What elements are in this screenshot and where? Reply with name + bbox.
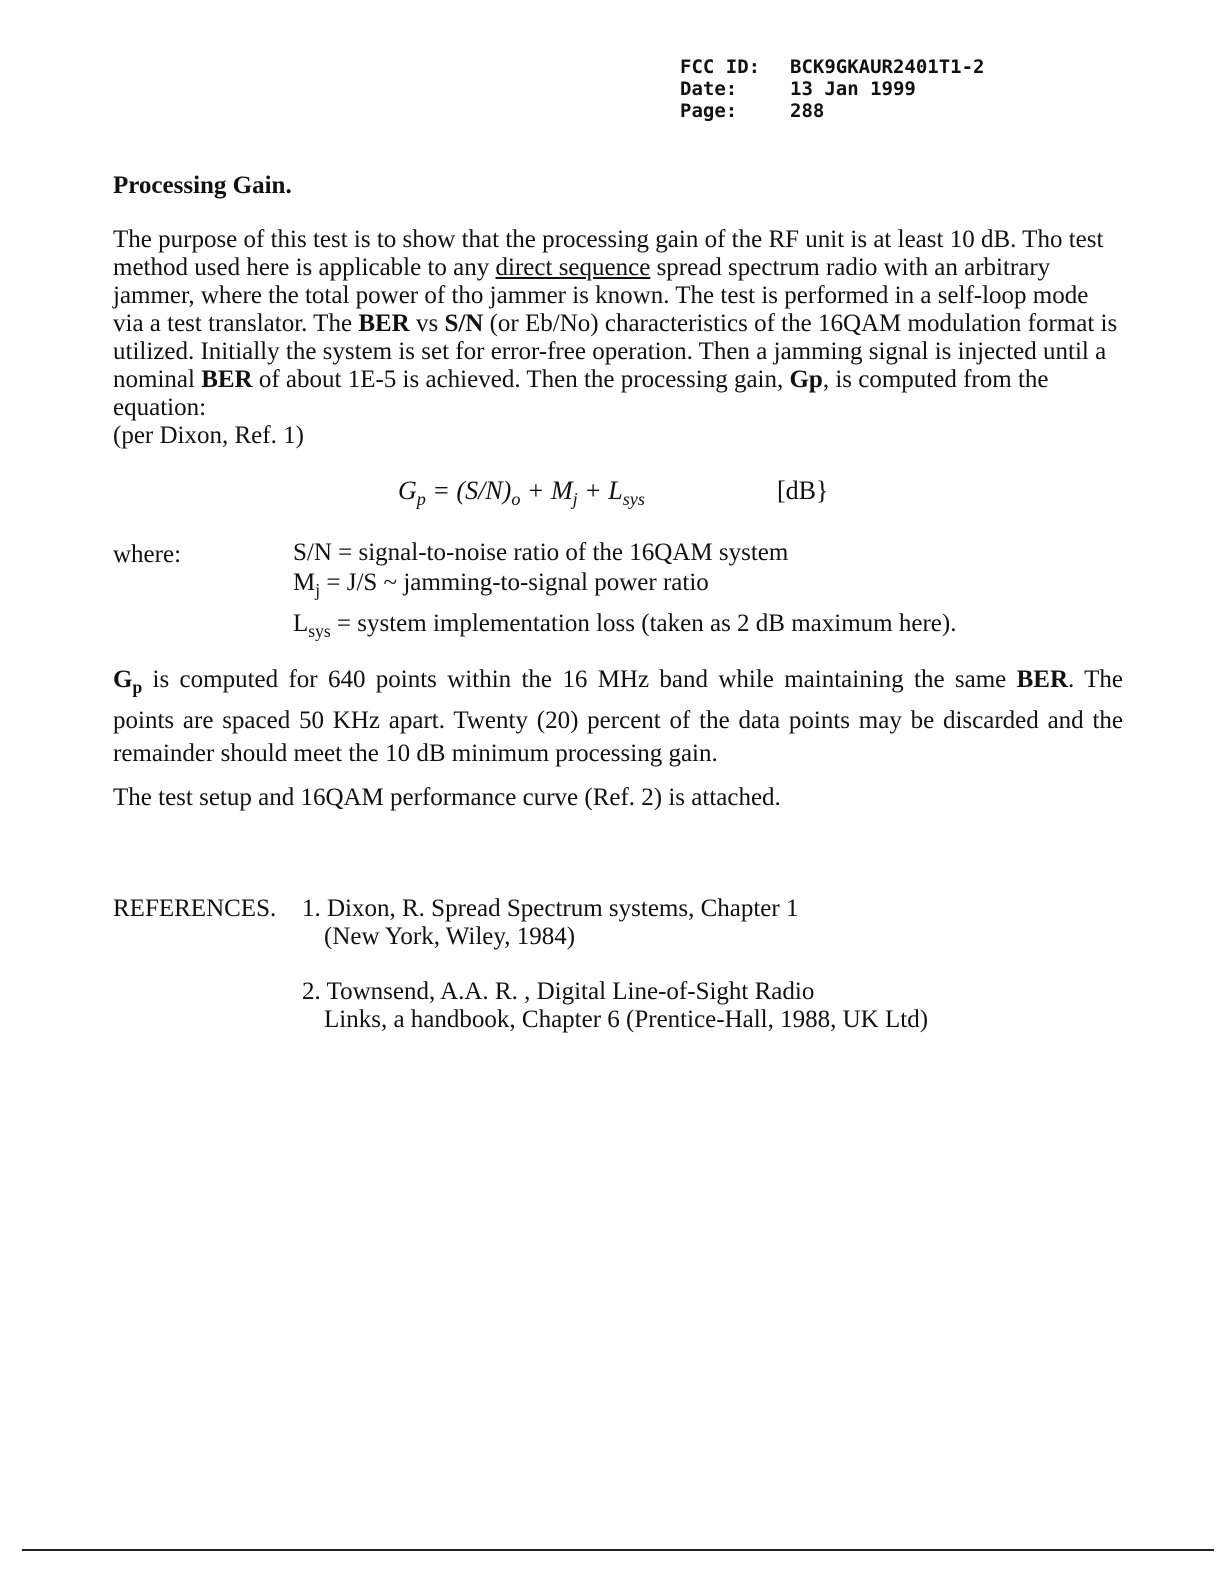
mj-text: = J/S ~ jamming-to-signal power ratio (320, 569, 709, 596)
reference-1-line-1: 1. Dixon, R. Spread Spectrum systems, Chapter 1 (302, 895, 799, 922)
formula-unit: [dB} (777, 476, 829, 505)
page-row (680, 100, 984, 122)
lsys-definition (293, 609, 956, 646)
lsys-l: L (293, 610, 309, 637)
references-label: REFERENCES. (113, 895, 277, 922)
formula-sys-sub: sys (622, 489, 645, 510)
section-title: Processing Gain. (113, 172, 292, 199)
ber-term-3: BER (1016, 666, 1068, 693)
attachment-paragraph: The test setup and 16QAM performance curve (Ref. 2) is attached. (113, 784, 781, 811)
sn-definition: S/N = signal-to-noise ratio of the 16QAM system (293, 539, 789, 566)
date-label: Date: (680, 78, 738, 100)
date-row (680, 78, 984, 100)
lsys-sys-sub: sys (308, 621, 331, 641)
mj-j-sub: j (315, 580, 321, 600)
gp-p-sub: p (132, 677, 143, 697)
date-value: 13 Jan 1999 (790, 78, 916, 100)
variable-definitions (293, 538, 956, 646)
formula-sn: = (S/N) (425, 476, 512, 505)
gp-g: G (113, 666, 133, 693)
intro-citation: (per Dixon, Ref. 1) (113, 422, 304, 449)
ber-term: BER (358, 310, 410, 337)
intro-paragraph (113, 226, 1123, 450)
formula-p-sub: p (416, 489, 426, 510)
intro-text-6: , is computed from the equation: (113, 366, 1049, 421)
lsys-text: = system implementation loss (taken as 2 dB maximum here). (330, 610, 957, 637)
formula-g: G (398, 476, 417, 505)
gp-term: Gp (789, 366, 823, 393)
bottom-divider (22, 1549, 1214, 1551)
reference-1 (302, 895, 798, 951)
ber-term-2: BER (201, 366, 253, 393)
page-label: Page: (680, 100, 738, 122)
mj-definition (293, 568, 956, 605)
intro-text-5: of about 1E-5 is achieved. Then the processing gain, (252, 366, 790, 393)
intro-text-1: The purpose of this test is to show that the processing gain of the RF unit is at least 10 dB. Tho test method used here is applicable to any (113, 226, 1104, 281)
processing-gain-formula (398, 476, 645, 510)
direct-sequence-underlined: direct sequence (495, 254, 651, 281)
intro-text-3: vs (409, 310, 445, 337)
reference-1-line-2: (New York, Wiley, 1984) (324, 923, 576, 950)
fcc-id-label: FCC ID: (680, 56, 761, 78)
formula-m: + M (520, 476, 573, 505)
where-label: where: (113, 541, 182, 568)
page-value: 288 (790, 100, 825, 122)
intro-text-2: spread spectrum radio with an arbitrary jammer, where the total power of tho jammer is known. The test is performed in a self-loop mode via a test translator. The (113, 254, 1089, 337)
fcc-id-value: BCK9GKAUR2401T1-2 (790, 56, 985, 78)
points-paragraph (113, 663, 1123, 770)
fcc-id-row (680, 56, 984, 78)
sn-term: S/N (444, 310, 484, 337)
formula-j-sub: j (572, 489, 578, 510)
formula-o-sub: o (511, 489, 521, 510)
mj-m: M (293, 569, 316, 596)
reference-2 (302, 978, 928, 1034)
reference-2-line-2: Links, a handbook, Chapter 6 (Prentice-Hall, 1988, UK Ltd) (324, 1006, 929, 1033)
formula-l: + L (577, 476, 623, 505)
intro-text-4: (or Eb/No) characteristics of the 16QAM modulation format is utilized. Initially the system is set for error-free operation. Then a jamming signal is injected until a nominal (113, 310, 1118, 393)
reference-2-line-1: 2. Townsend, A.A. R. , Digital Line-of-Sight Radio (302, 978, 815, 1005)
points-text-1: is computed for 640 points within the 16 MHz band while maintaining the same (142, 666, 1017, 693)
document-header (680, 56, 984, 122)
points-text-2: . The points are spaced 50 KHz apart. Twenty (20) percent of the data points may be discarded and the remainder should meet the 10 dB minimum processing gain. (113, 666, 1124, 767)
